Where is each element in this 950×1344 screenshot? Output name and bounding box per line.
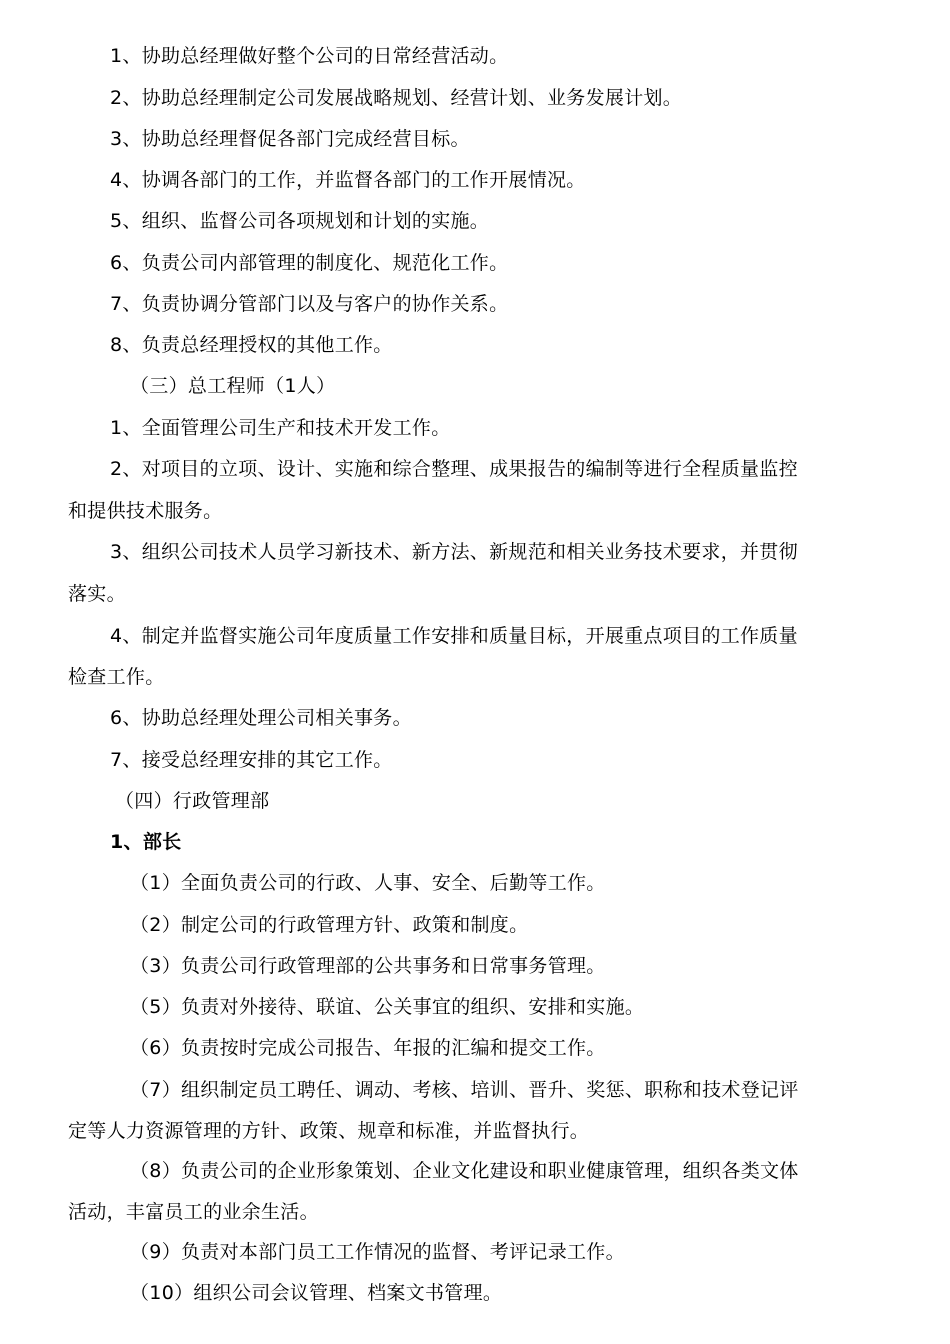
list-item: （5）负责对外接待、联谊、公关事宜的组织、安排和实施。 — [130, 996, 645, 1018]
list-item: （7）组织制定员工聘任、调动、考核、培训、晋升、奖惩、职称和技术登记评 — [130, 1079, 799, 1101]
list-item: 6、负责公司内部管理的制度化、规范化工作。 — [110, 252, 509, 274]
list-item: （3）负责公司行政管理部的公共事务和日常事务管理。 — [130, 955, 606, 977]
subsection-heading: 1、部长 — [110, 831, 182, 853]
list-item: 1、协助总经理做好整个公司的日常经营活动。 — [110, 45, 509, 67]
list-item-continuation: 活动，丰富员工的业余生活。 — [68, 1201, 319, 1223]
list-item-continuation: 检查工作。 — [68, 666, 165, 688]
list-item: （1）全面负责公司的行政、人事、安全、后勤等工作。 — [130, 872, 606, 894]
list-item: 5、组织、监督公司各项规划和计划的实施。 — [110, 210, 490, 232]
list-item: 8、负责总经理授权的其他工作。 — [110, 334, 393, 356]
list-item-continuation: 定等人力资源管理的方针、政策、规章和标准，并监督执行。 — [68, 1120, 590, 1142]
list-item: 2、对项目的立项、设计、实施和综合整理、成果报告的编制等进行全程质量监控 — [110, 458, 798, 480]
list-item: 1、全面管理公司生产和技术开发工作。 — [110, 417, 451, 439]
list-item: （8）负责公司的企业形象策划、企业文化建设和职业健康管理，组织各类文体 — [130, 1160, 799, 1182]
list-item: 3、组织公司技术人员学习新技术、新方法、新规范和相关业务技术要求，并贯彻 — [110, 541, 798, 563]
list-item: （6）负责按时完成公司报告、年报的汇编和提交工作。 — [130, 1037, 606, 1059]
list-item: 2、协助总经理制定公司发展战略规划、经营计划、业务发展计划。 — [110, 87, 683, 109]
list-item: 3、协助总经理督促各部门完成经营目标。 — [110, 128, 470, 150]
list-item: 7、接受总经理安排的其它工作。 — [110, 749, 393, 771]
list-item-continuation: 落实。 — [68, 583, 126, 605]
list-item: 7、负责协调分管部门以及与客户的协作关系。 — [110, 293, 509, 315]
list-item: 4、制定并监督实施公司年度质量工作安排和质量目标，开展重点项目的工作质量 — [110, 625, 798, 647]
section-heading: （四）行政管理部 — [115, 790, 270, 812]
list-item: 6、协助总经理处理公司相关事务。 — [110, 707, 412, 729]
list-item-continuation: 和提供技术服务。 — [68, 500, 223, 522]
section-heading: （三）总工程师（1人） — [130, 375, 336, 397]
list-item: （10）组织公司会议管理、档案文书管理。 — [130, 1282, 503, 1304]
list-item: （2）制定公司的行政管理方针、政策和制度。 — [130, 914, 529, 936]
list-item: （9）负责对本部门员工工作情况的监督、考评记录工作。 — [130, 1241, 625, 1263]
list-item: 4、协调各部门的工作，并监督各部门的工作开展情况。 — [110, 169, 586, 191]
